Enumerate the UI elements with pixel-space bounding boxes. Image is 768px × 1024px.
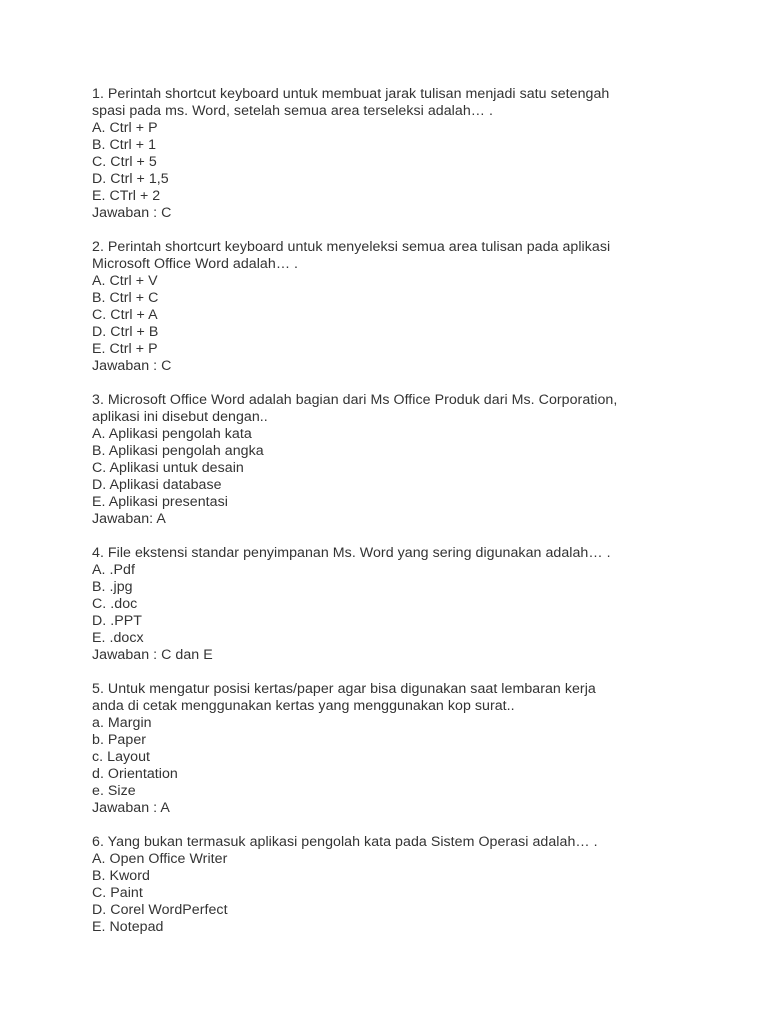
option-a: A. Ctrl + P	[92, 120, 158, 136]
option-b: B. Ctrl + C	[92, 290, 159, 306]
option-c: c. Layout	[92, 749, 151, 765]
option-e: E. Ctrl + P	[92, 341, 158, 357]
option-d: D. Corel WordPerfect	[92, 902, 228, 918]
option-e: E. Aplikasi presentasi	[92, 494, 228, 510]
option-c: C. Ctrl + A	[92, 307, 158, 323]
answer-line: Jawaban : C	[92, 205, 172, 221]
option-d: d. Orientation	[92, 766, 178, 782]
option-d: D. .PPT	[92, 613, 143, 629]
option-c: C. Ctrl + 5	[92, 154, 157, 170]
option-e: E. .docx	[92, 630, 144, 646]
option-b: B. Ctrl + 1	[92, 137, 157, 153]
option-e: E. Notepad	[92, 919, 164, 935]
question-text: 6. Yang bukan termasuk aplikasi pengolah kata pada Sistem Operasi adalah… .	[92, 834, 598, 850]
option-a: A. .Pdf	[92, 562, 135, 578]
option-c: C. .doc	[92, 596, 138, 612]
option-b: b. Paper	[92, 732, 147, 748]
option-d: D. Ctrl + 1,5	[92, 171, 169, 187]
question-text: 5. Untuk mengatur posisi kertas/paper agar bisa digunakan saat lembaran kerja anda di cetak menggunakan kertas yang menggunakan kop surat..	[92, 681, 596, 714]
option-b: B. .jpg	[92, 579, 133, 595]
option-a: A. Aplikasi pengolah kata	[92, 426, 252, 442]
option-b: B. Kword	[92, 868, 150, 884]
option-e: E. CTrl + 2	[92, 188, 161, 204]
question-5	[92, 681, 742, 817]
answer-line: Jawaban : A	[92, 800, 170, 816]
question-text: 1. Perintah shortcut keyboard untuk membuat jarak tulisan menjadi satu setengah spasi pada ms. Word, setelah semua area terseleksi adalah… .	[92, 86, 610, 119]
question-text: 4. File ekstensi standar penyimpanan Ms. Word yang sering digunakan adalah… .	[92, 545, 611, 561]
question-3	[92, 392, 742, 528]
answer-line: Jawaban : C dan E	[92, 647, 213, 663]
question-6	[92, 834, 742, 936]
option-e: e. Size	[92, 783, 136, 799]
option-d: D. Aplikasi database	[92, 477, 222, 493]
answer-line: Jawaban : C	[92, 358, 172, 374]
question-2	[92, 239, 742, 375]
option-c: C. Aplikasi untuk desain	[92, 460, 244, 476]
option-b: B. Aplikasi pengolah angka	[92, 443, 264, 459]
answer-line: Jawaban: A	[92, 511, 166, 527]
question-text: 3. Microsoft Office Word adalah bagian dari Ms Office Produk dari Ms. Corporation, aplikasi ini disebut dengan..	[92, 392, 618, 425]
option-a: A. Open Office Writer	[92, 851, 228, 867]
option-a: A. Ctrl + V	[92, 273, 158, 289]
document-page	[92, 86, 742, 953]
option-c: C. Paint	[92, 885, 143, 901]
option-d: D. Ctrl + B	[92, 324, 159, 340]
question-1	[92, 86, 742, 222]
question-text: 2. Perintah shortcurt keyboard untuk menyeleksi semua area tulisan pada aplikasi Microsoft Office Word adalah… .	[92, 239, 611, 272]
question-4	[92, 545, 742, 664]
option-a: a. Margin	[92, 715, 152, 731]
